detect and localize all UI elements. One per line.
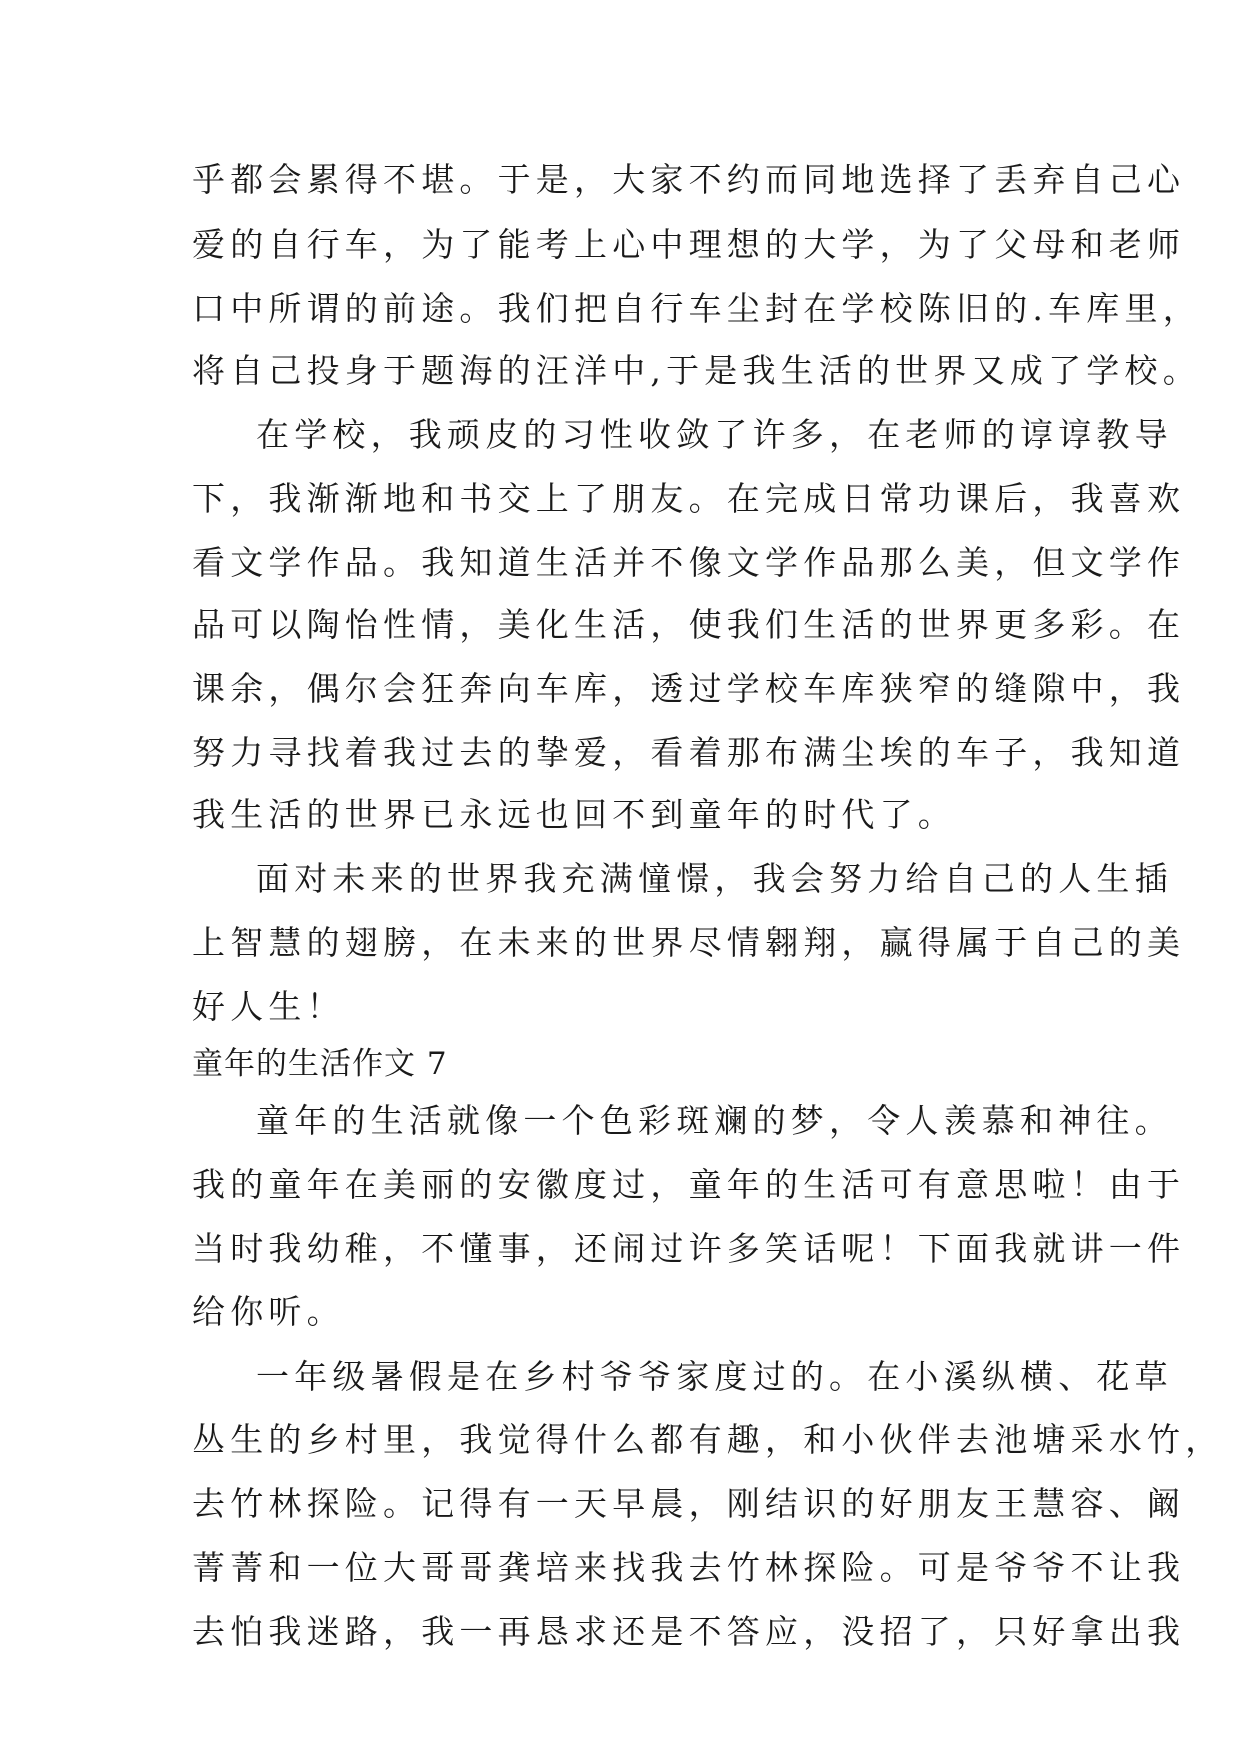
paragraph-line: 菁菁和一位大哥哥龚培来找我去竹林探险。可是爷爷不让我 (192, 1548, 1186, 1587)
paragraph-line: 将自己投身于题海的汪洋中,于是我生活的世界又成了学校。 (192, 351, 1201, 390)
paragraph-line: 看文学作品。我知道生活并不像文学作品那么美，但文学作 (192, 543, 1186, 582)
paragraph-line: 口中所谓的前途。我们把自行车尘封在学校陈旧的.车库里， (192, 289, 1201, 328)
paragraph-line: 去竹林探险。记得有一天早晨，刚结识的好朋友王慧容、阚 (192, 1484, 1186, 1523)
paragraph-line: 在学校，我顽皮的习性收敛了许多，在老师的谆谆教导 (256, 415, 1173, 454)
paragraph-line: 品可以陶怡性情，美化生活，使我们生活的世界更多彩。在 (192, 605, 1186, 644)
paragraph-line: 面对未来的世界我充满憧憬，我会努力给自己的人生插 (256, 859, 1173, 898)
paragraph-line: 我的童年在美丽的安徽度过，童年的生活可有意思啦！由于 (192, 1165, 1186, 1204)
paragraph-line: 给你听。 (192, 1292, 345, 1331)
paragraph-line: 我生活的世界已永远也回不到童年的时代了。 (192, 795, 956, 834)
paragraph-line: 丛生的乡村里，我觉得什么都有趣，和小伙伴去池塘采水竹， (192, 1420, 1224, 1459)
paragraph-line: 去怕我迷路，我一再恳求还是不答应，没招了，只好拿出我 (192, 1612, 1186, 1651)
paragraph-line: 努力寻找着我过去的挚爱，看着那布满尘埃的车子，我知道 (192, 733, 1186, 772)
paragraph-line: 一年级暑假是在乡村爷爷家度过的。在小溪纵横、花草 (256, 1357, 1173, 1396)
paragraph-line: 课余，偶尔会狂奔向车库，透过学校车库狭窄的缝隙中，我 (192, 669, 1186, 708)
paragraph-line: 乎都会累得不堪。于是，大家不约而同地选择了丢弃自己心 (192, 160, 1186, 199)
paragraph-line: 下，我渐渐地和书交上了朋友。在完成日常功课后，我喜欢 (192, 479, 1186, 518)
paragraph-line: 爱的自行车，为了能考上心中理想的大学，为了父母和老师 (192, 225, 1186, 264)
paragraph-line: 童年的生活就像一个色彩斑斓的梦，令人羡慕和神往。 (256, 1101, 1173, 1140)
paragraph-line: 上智慧的翅膀，在未来的世界尽情翱翔，赢得属于自己的美 (192, 923, 1186, 962)
paragraph-line: 当时我幼稚，不懂事，还闹过许多笑话呢！下面我就讲一件 (192, 1229, 1186, 1268)
paragraph-line: 好人生！ (192, 987, 345, 1026)
section-title: 童年的生活作文 7 (192, 1046, 448, 1082)
